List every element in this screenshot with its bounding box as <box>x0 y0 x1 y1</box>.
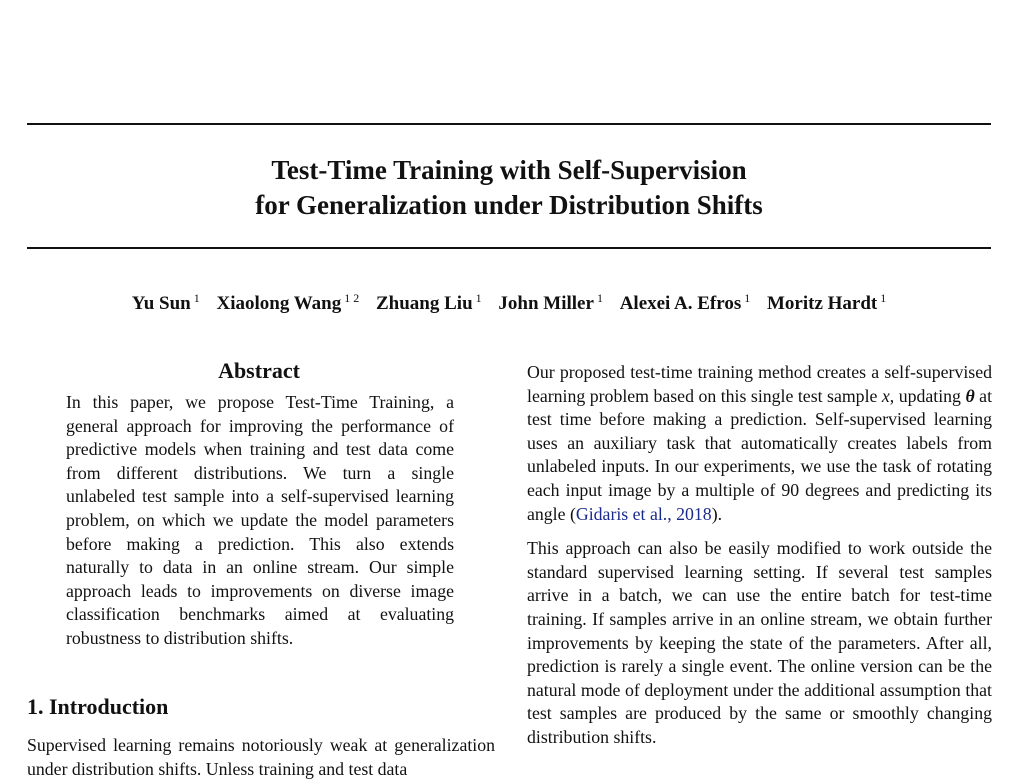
title-rule-bottom <box>27 247 991 249</box>
abstract-heading: Abstract <box>218 358 300 383</box>
author-entry <box>620 292 751 316</box>
paper-title-line-1: Test-Time Training with Self-Supervision <box>271 155 747 185</box>
author-entry <box>767 292 886 316</box>
right-paragraph-1 <box>527 361 992 526</box>
right-column <box>527 361 992 761</box>
author-affiliation: 1 <box>880 290 887 305</box>
author-affiliation: 1 <box>475 290 482 305</box>
introduction-text: Supervised learning remains notoriously weak at generalization under distribution shifts. Unless training and test data <box>27 735 495 779</box>
paragraph-text: at test time before making a prediction. Self-supervised learning uses an auxiliary task that automatically creates labels from unlabeled inputs. In our experiments, we use the task of rotating each input image by a multiple of 90 degrees and predicting its angle ( <box>527 385 993 524</box>
author-name: Alexei A. Efros <box>619 293 742 314</box>
paper-title-line-2: for Generalization under Distribution Shifts <box>255 190 763 220</box>
title-rule-top <box>27 123 991 125</box>
abstract-text: In this paper, we propose Test-Time Training, a general approach for improving the performance of predictive models when training and test data come from different distributions. We turn a single unlabeled test sample into a self-supervised learning problem, on which we update the model parameters before making a prediction. This also extends naturally to data in an online stream. Our simple approach leads to improvements on diverse image classification benchmarks aimed at evaluating robustness to distribution shifts. <box>66 392 454 648</box>
author-affiliation: 1 <box>744 290 751 305</box>
author-name: Yu Sun <box>131 293 191 314</box>
paragraph-text: , updating <box>889 385 966 406</box>
paper-title <box>27 153 991 223</box>
author-entry <box>376 292 482 316</box>
author-name: Xiaolong Wang <box>216 293 342 314</box>
paragraph-text: ). <box>711 503 723 524</box>
author-entry <box>216 292 359 316</box>
author-name: Moritz Hardt <box>767 293 878 314</box>
author-entry <box>498 292 603 316</box>
author-name: Zhuang Liu <box>376 293 473 314</box>
author-name: John Miller <box>498 293 594 314</box>
author-entry <box>132 292 200 316</box>
math-variable-theta: θ <box>965 385 975 406</box>
author-affiliation: 1 <box>193 290 200 305</box>
section-heading-introduction: 1. Introduction <box>27 694 169 719</box>
math-variable-x: x <box>881 385 890 406</box>
author-list <box>27 292 991 316</box>
paragraph-text: Our proposed test-time training method creates a self-supervised learning problem based on this single test sample <box>527 362 992 406</box>
right-paragraph-2: This approach can also be easily modified to work outside the standard supervised learning setting. If several test samples arrive in a batch, we can use the entire batch for test-time training. If samples arrive in an online stream, we obtain further improvements by keeping the state of the parameters. After all, prediction is rarely a single event. The online version can be the natural mode of deployment under the additional assumption that test samples are produced by the same or smoothly changing distribution shifts. <box>527 538 992 747</box>
author-affiliation: 1 <box>596 290 603 305</box>
author-affiliation: 1 2 <box>344 290 360 305</box>
citation-link[interactable]: Gidaris et al., 2018 <box>575 503 712 524</box>
